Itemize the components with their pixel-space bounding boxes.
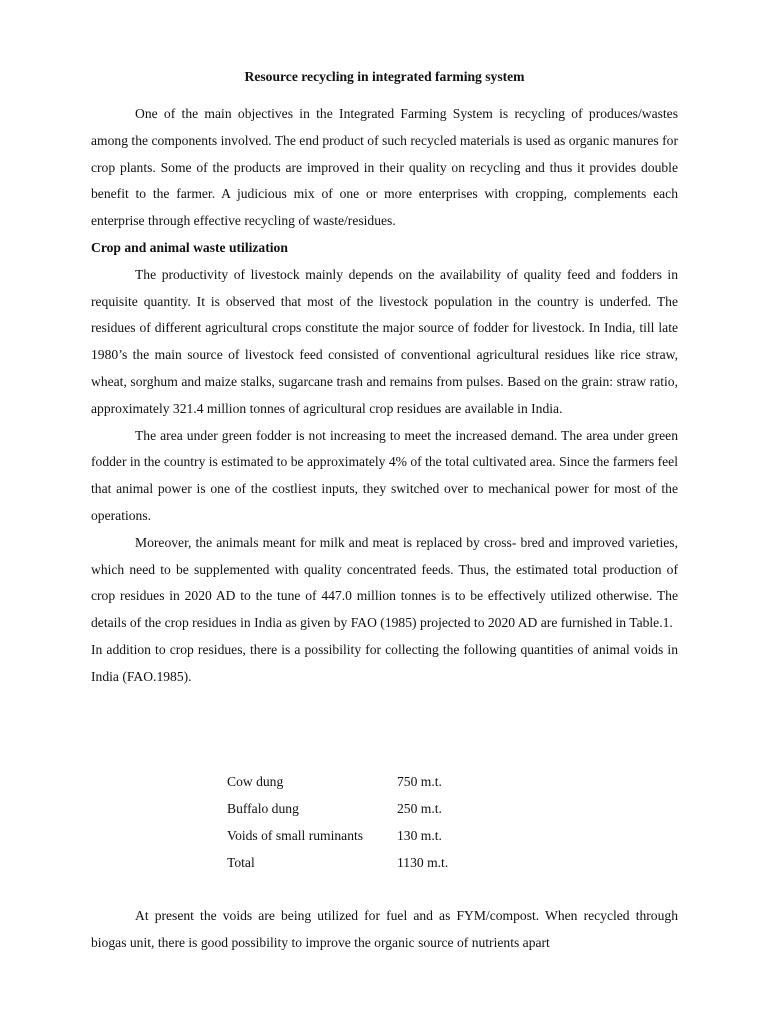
table-row (227, 796, 497, 823)
intro-block (91, 101, 678, 691)
table-row (227, 769, 497, 796)
paragraph-animal-voids: In addition to crop residues, there is a possibility for collecting the following quantities of animal voids in India (FAO.1985). (91, 641, 678, 684)
void-value: 130 m.t. (397, 828, 442, 844)
table-row (227, 850, 497, 877)
void-label: Buffalo dung (227, 801, 299, 817)
void-label: Cow dung (227, 774, 284, 790)
void-label: Total (227, 855, 255, 871)
paragraph-green-fodder: The area under green fodder is not increasing to meet the increased demand. The area under green fodder in the country is estimated to be approximately 4% of the total cultivated area. Since the farmers feel that animal power is one of the costliest inputs, they switched over to mechanical power for most of the operations. (91, 427, 678, 523)
closing-block (91, 903, 678, 957)
animal-voids-table (227, 769, 497, 877)
void-value: 750 m.t. (397, 774, 442, 790)
void-value: 250 m.t. (397, 801, 442, 817)
document-title: Resource recycling in integrated farming system (244, 69, 525, 84)
closing-paragraph: At present the voids are being utilized for fuel and as FYM/compost. When recycled through biogas unit, there is good possibility to improve the organic source of nutrients apart (91, 908, 678, 950)
table-row (227, 823, 497, 850)
paragraph-livestock: The productivity of livestock mainly depends on the availability of quality feed and fodders in requisite quantity. It is observed that most of the livestock population in the country is underfed. The residues of different agricultural crops constitute the major source of fodder for livestock. In India, till late 1980’s the main source of livestock feed consisted of conventional agricultural residues like rice straw, wheat, sorghum and maize stalks, sugarcane trash and remains from pulses. Based on the grain: straw ratio, approximately 321.4 million tonnes of agricultural crop residues are available in India. (91, 266, 678, 416)
section-heading: Crop and animal waste utilization (91, 239, 288, 255)
void-label: Voids of small ruminants (227, 828, 364, 844)
void-value: 1130 m.t. (397, 855, 449, 871)
paragraph-crop-residues: Moreover, the animals meant for milk and meat is replaced by cross- bred and improved varieties, which need to be supplemented with quality concentrated feeds. Thus, the estimated total production of crop residues in 2020 AD to the tune of 447.0 million tonnes is to be effectively utilized otherwise. The details of the crop residues in India as given by FAO (1985) projected to 2020 AD are furnished in Table.1. (91, 534, 678, 631)
intro-paragraph: One of the main objectives in the Integrated Farming System is recycling of produces/wastes among the components involved. The end product of such recycled materials is used as organic manures for crop plants. Some of the products are improved in their quality on recycling and thus it provides double benefit to the farmer. A judicious mix of one or more enterprises with cropping, complements each enterprise through effective recycling of waste/residues. (91, 106, 678, 229)
